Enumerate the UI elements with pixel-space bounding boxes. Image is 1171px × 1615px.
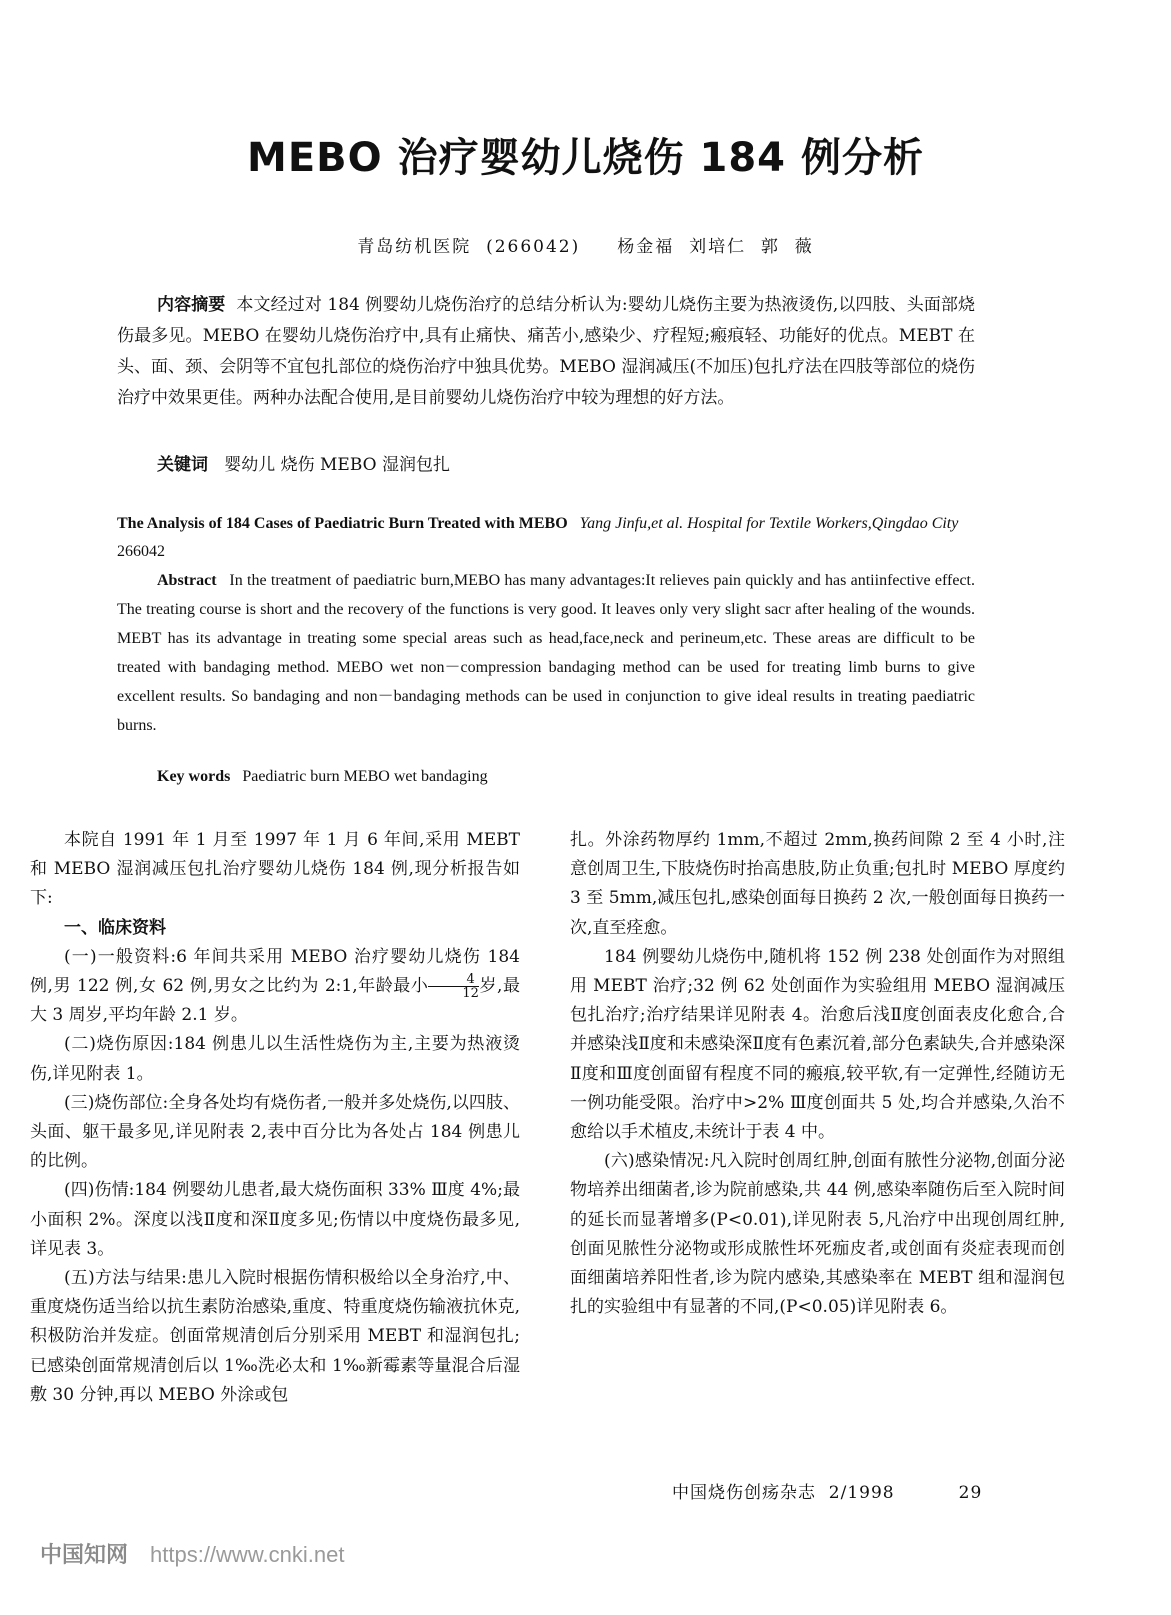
authors-line: 青岛纺机医院 (266042) 杨金福 刘培仁 郭 薇	[357, 237, 814, 257]
abstract-cn-text: 本文经过对 184 例婴幼儿烧伤治疗的总结分析认为:婴幼儿烧伤主要为热液烫伤,以四肢、头面部烧伤最多见。MEBO 在婴幼儿烧伤治疗中,具有止痛快、痛苦小,感染少、疗程短;瘢痕轻、功能好的优点。MEBT 在头、面、颈、会阴等不宜包扎部位的烧伤治疗中独具优势。MEBO 湿润减压(不加压)包扎疗法在四肢等部位的烧伤治疗中效果更佳。两种办法配合使用,是目前婴幼儿烧伤治疗中较为理想的好方法。	[117, 295, 976, 408]
keywords-en-text: Paediatric burn MEBO wet bandaging	[242, 768, 488, 785]
english-title: The Analysis of 184 Cases of Paediatric Burn Treated with MEBO	[117, 515, 568, 532]
paragraph: 184 例婴幼儿烧伤中,随机将 152 例 238 处创面作为对照组用 MEBT 治疗;32 例 62 处创面作为实验组用 MEBO 湿润减压包扎治疗;治疗结果详见附表 4。治愈后浅Ⅱ度创面表皮化愈合,合并感染浅Ⅱ度和未感染深Ⅱ度有色素沉着,部分色素缺失,合并感染深Ⅱ度和Ⅲ度创面留有程度不同的瘢痕,较平软,有一定弹性,经随访无一例功能受限。治疗中>2% Ⅲ度创面共 5 处,均合并感染,久治不愈给以手术植皮,未统计于表 4 中。	[570, 946, 1065, 1143]
keywords-cn	[157, 450, 1015, 475]
paragraph: (三)烧伤部位:全身各处均有烧伤者,一般并多处烧伤,以四肢、头面、躯干最多见,详见附表 2,表中百分比为各处占 184 例患儿的比例。	[30, 1092, 520, 1172]
paragraph: (五)方法与结果:患儿入院时根据伤情积极给以全身治疗,中、重度烧伤适当给以抗生素防治感染,重度、特重度烧伤输液抗休克,积极防治并发症。创面常规清创后分别采用 MEBT 和湿润包扎;已感染创面常规清创后以 1‰洗必太和 1‰新霉素等量混合后湿敷 30 分钟,再以 MEBO 外涂或包	[30, 1268, 520, 1405]
abstract-en-text: In the treatment of paediatric burn,MEBO has many advantages:It relieves pain quickly and has antiinfective effect. The treating course is short and the recovery of the functions is very good. It leaves only very slight sacr after healing of the wounds. MEBT has its advantage in treating some special areas such as head,face,neck and perineum,etc. These areas are difficult to be treated with bandaging method. MEBO wet non－compression bandaging method can be used for treating limb burns to give excellent results. So bandaging and non－bandaging methods can be used in conjunction to give ideal results in treating paediatric burns.	[117, 572, 976, 734]
cnki-watermark	[40, 1538, 344, 1569]
age-fraction	[428, 973, 479, 1000]
paragraph: (四)伤情:184 例婴幼儿患者,最大烧伤面积 33% Ⅲ度 4%;最小面积 2%。深度以浅Ⅱ度和深Ⅱ度多见;伤情以中度烧伤最多见,详见表 3。	[30, 1180, 520, 1259]
watermark-brand: 中国知网	[40, 1542, 129, 1567]
abstract-cn-label: 内容摘要	[157, 295, 226, 315]
paragraph-text: (一)一般资料:6 年间共采用 MEBO 治疗婴幼儿烧伤 184 例,男 122 例,女 62 例,男女之比约为 2:1,年龄最小	[30, 946, 520, 997]
english-postcode: 266042	[117, 543, 165, 560]
paragraph	[30, 943, 520, 1031]
page-number: 29	[958, 1483, 983, 1503]
paragraph-text: 岁,最大 3 周岁,平均年龄 2.1 岁。	[30, 976, 521, 1026]
english-authors: Yang Jinfu,et al. Hospital for Textile Workers,Qingdao City	[579, 515, 959, 532]
paper-title: MEBO 治疗婴幼儿烧伤 184 例分析	[247, 135, 924, 181]
keywords-cn-text: 婴幼儿 烧伤 MEBO 湿润包扎	[224, 455, 450, 475]
paragraph: 本院自 1991 年 1 月至 1997 年 1 月 6 年间,采用 MEBT 和 MEBO 湿润减压包扎治疗婴幼儿烧伤 184 例,现分析报告如下:	[30, 830, 520, 909]
abstract-en	[117, 566, 975, 740]
paragraph: (六)感染情况:凡入院时创周红肿,创面有脓性分泌物,创面分泌物培养出细菌者,诊为院前感染,共 44 例,感染率随伤后至入院时间的延长而显著增多(P<0.01),详见附表 5,凡治疗中出现创周红肿,创面见脓性分泌物或形成脓性坏死痂皮者,或创面有炎症表现而创面细菌培养阳性者,诊为院内感染,其感染率在 MEBT 组和湿润包扎的实验组中有显著的不同,(P<0.05)详见附表 6。	[570, 1151, 1065, 1318]
body-right-column	[570, 826, 1065, 1322]
fraction-denominator: 12	[428, 986, 479, 1000]
keywords-cn-label: 关键词	[157, 455, 208, 475]
keywords-en-label: Key words	[157, 768, 231, 785]
abstract-en-label: Abstract	[157, 572, 217, 589]
keywords-en	[157, 768, 1015, 786]
body-left-column	[30, 826, 520, 1410]
abstract-cn	[117, 290, 975, 414]
paragraph: (二)烧伤原因:184 例患儿以生活性烧伤为主,主要为热液烫伤,详见附表 1。	[30, 1034, 520, 1084]
section-heading: 一、临床资料	[64, 917, 166, 938]
english-title-block	[117, 510, 975, 566]
journal-name: 中国烧伤创疡杂志 2/1998	[672, 1483, 895, 1503]
paragraph: 扎。外涂药物厚约 1mm,不超过 2mm,换药间隙 2 至 4 小时,注意创周卫生,下肢烧伤时抬高患肢,防止负重;包扎时 MEBO 厚度约 3 至 5mm,减压包扎,感染创面每日换药 2 次,一般创面每日换药一次,直至痊愈。	[570, 830, 1065, 938]
watermark-url: https://www.cnki.net	[150, 1542, 345, 1567]
page-footer	[672, 1478, 982, 1503]
fraction-numerator: 4	[466, 972, 475, 988]
